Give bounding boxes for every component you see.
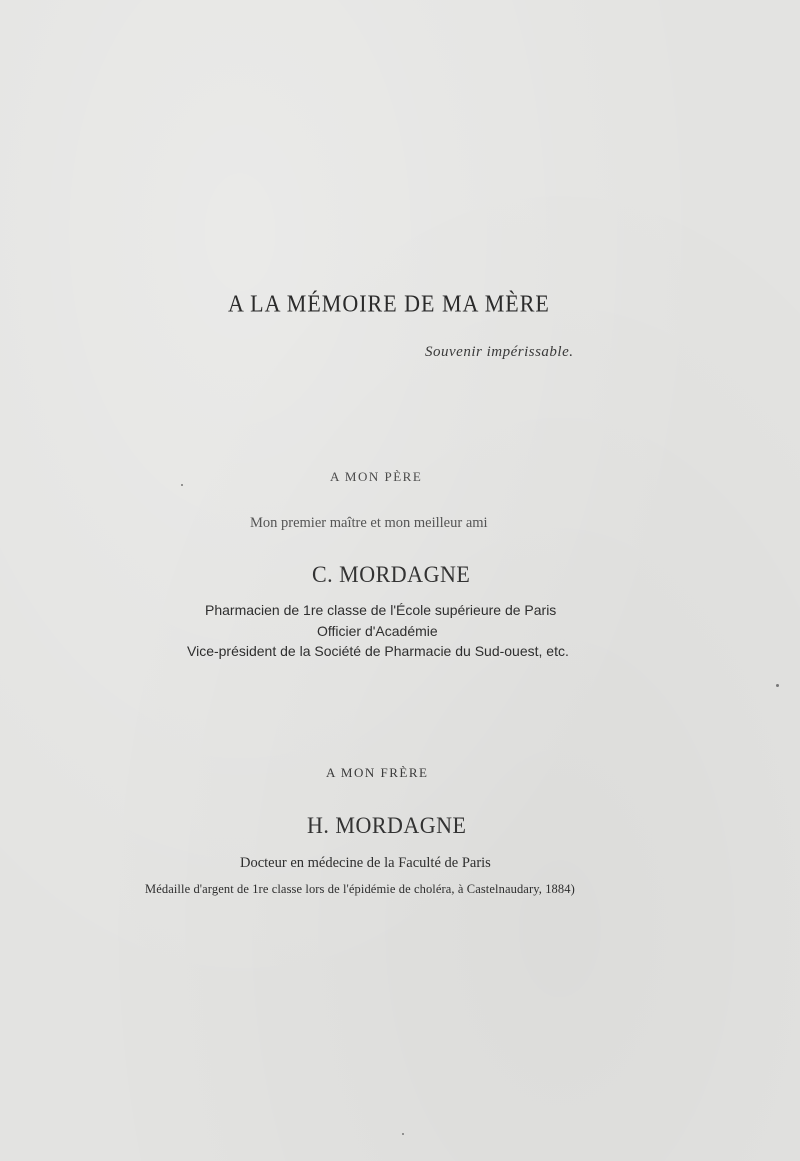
brother-dedication-heading: A MON FRÈRE: [326, 765, 429, 780]
father-name: C. MORDAGNE: [312, 560, 471, 588]
father-title-line: Vice-président de la Société de Pharmacie du Sud-ouest, etc.: [187, 643, 569, 659]
mother-dedication-heading: A LA MÉMOIRE DE MA MÈRE: [228, 289, 550, 317]
brother-medal-note: Médaille d'argent de 1re classe lors de l'épidémie de choléra, à Castelnaudary, 1884): [145, 882, 575, 896]
mother-dedication-subtitle: Souvenir impérissable.: [425, 344, 574, 360]
father-tagline: Mon premier maître et mon meilleur ami: [250, 515, 488, 531]
paper-speck: [181, 484, 183, 486]
father-title-line: Pharmacien de 1re classe de l'École supérieure de Paris: [205, 602, 557, 618]
father-dedication-heading: A MON PÈRE: [330, 469, 423, 484]
brother-title: Docteur en médecine de la Faculté de Paris: [240, 855, 491, 871]
father-title-line: Officier d'Académie: [317, 623, 438, 639]
paper-speck: [402, 1133, 404, 1135]
brother-name: H. MORDAGNE: [307, 811, 467, 839]
paper-speck: [776, 684, 779, 687]
